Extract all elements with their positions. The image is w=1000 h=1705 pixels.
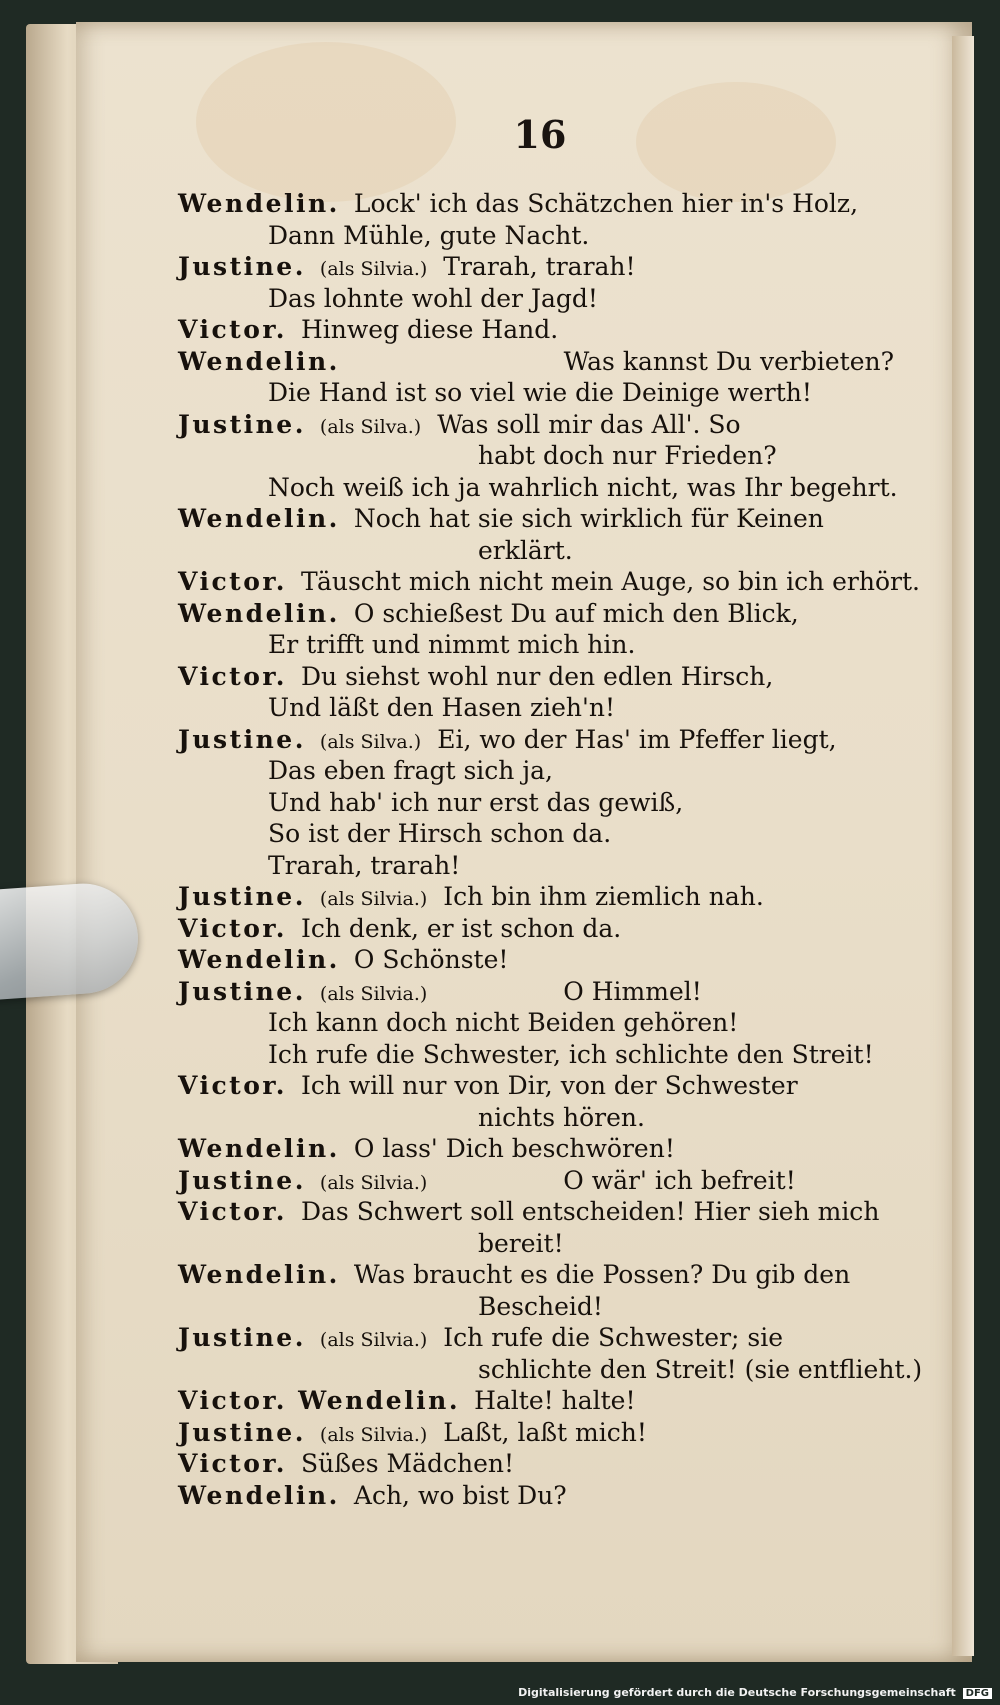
speaker-name: Wendelin. [178,346,340,376]
line-text: erklärt. [478,535,573,565]
speaker-name: Victor. [178,315,287,344]
speaker-name: Justine. [178,1323,306,1352]
text-line [178,976,894,1008]
speaker-name: Wendelin. [178,1134,340,1163]
stage-direction: (als Silvia.) [319,982,428,1005]
line-text: Süßes Mädchen! [300,1449,515,1478]
text-line [178,314,894,346]
text-line [178,251,894,283]
text-line [178,661,894,693]
text-line [178,440,894,472]
text-line [178,1385,894,1417]
speaker-name: Justine. [178,1417,306,1447]
speaker-name: Justine. [178,882,306,911]
text-line [178,566,920,598]
line-text: schlichte den Streit! (sie entflieht.) [478,1354,923,1384]
line-text: Und hab' ich nur erst das gewiß, [268,787,684,817]
dialogue-text [178,188,923,1511]
speaker-name: Victor. [178,1197,287,1226]
line-text: Die Hand ist so viel wie die Deinige werth! [268,378,812,407]
line-text: Noch hat sie sich wirklich für Keinen [353,504,824,533]
digitization-footer [518,1686,992,1699]
line-text: nichts hören. [478,1102,645,1132]
dfg-logo: DFG [963,1688,992,1699]
speaker-name: Wendelin. [178,189,340,218]
speaker-name: Justine. [178,724,306,754]
line-text: Täuscht mich nicht mein Auge, so bin ich erhört. [300,567,920,596]
stage-direction: (als Silva.) [319,415,422,438]
line-text: Er trifft und nimmt mich hin. [268,630,636,659]
speaker-name: Victor. [178,1449,287,1478]
line-text: Bescheid! [478,1291,603,1321]
line-text: Trarah, trarah! [268,850,461,880]
line-text: bereit! [478,1228,564,1258]
line-text: Halte! halte! [474,1386,636,1415]
speaker-name: Victor. Wendelin. [178,1386,461,1415]
line-text: Das lohnte wohl der Jagd! [268,283,598,313]
speaker-name: Justine. [178,409,306,439]
stage-direction: (als Silva.) [319,730,422,753]
line-text: Lock' ich das Schätzchen hier in's Holz, [353,189,859,218]
line-text: O lass' Dich beschwören! [353,1134,675,1163]
text-line [178,1102,894,1134]
line-text: Ach, wo bist Du? [353,1480,567,1510]
speaker-name: Victor. [178,1071,287,1100]
text-line [178,944,894,976]
text-line [178,409,894,441]
line-text: Ich bin ihm ziemlich nah. [443,882,764,911]
line-text: O Schönste! [353,945,509,974]
footer-text: Digitalisierung gefördert durch die Deutsche Forschungsgemeinschaft [518,1686,956,1699]
text-line [178,472,898,504]
line-text: Noch weiß ich ja wahrlich nicht, was Ihr begehrt. [268,472,898,502]
text-line [178,787,894,819]
line-text: Trarah, trarah! [443,252,636,281]
text-line [178,220,894,252]
line-text: So ist der Hirsch schon da. [268,819,612,848]
line-text: Was braucht es die Possen? Du gib den [353,1260,851,1289]
text-line [178,1228,894,1260]
text-line [178,377,894,409]
line-text: Laßt, laßt mich! [443,1417,647,1447]
text-line [178,1039,894,1071]
speaker-name: Wendelin. [178,1260,340,1289]
text-line [178,755,894,787]
line-text: Ich will nur von Dir, von der Schwester [300,1071,798,1100]
line-text: Dann Mühle, gute Nacht. [268,220,590,250]
line-text: O wär' ich befreit! [563,1165,796,1195]
stage-direction: (als Silvia.) [319,1329,428,1351]
line-text: Ei, wo der Has' im Pfeffer liegt, [437,724,837,754]
text-line [178,1448,894,1480]
line-text: Ich rufe die Schwester; sie [443,1323,784,1352]
text-line [178,1165,894,1197]
line-text: O schießest Du auf mich den Blick, [353,598,799,628]
text-line [178,850,894,882]
line-text: O Himmel! [563,976,702,1006]
line-text: Ich rufe die Schwester, ich schlichte den Streit! [268,1039,874,1069]
line-text: Was soll mir das All'. So [437,409,741,439]
speaker-name: Wendelin. [178,504,340,533]
text-line [178,346,894,378]
speaker-name: Victor. [178,913,287,943]
text-line [178,283,894,315]
line-text: Ich denk, er ist schon da. [300,913,622,943]
text-line [178,1291,894,1323]
text-line [178,1417,894,1449]
line-text: Und läßt den Hasen zieh'n! [268,693,616,722]
text-line [178,1259,894,1291]
page-number: 16 [513,112,567,157]
speaker-name: Wendelin. [178,945,340,974]
text-line [178,629,894,661]
line-text: Ich kann doch nicht Beiden gehören! [268,1008,739,1037]
stage-direction: (als Silvia.) [319,258,428,280]
speaker-name: Victor. [178,567,287,596]
text-line [178,1007,894,1039]
line-text: habt doch nur Frieden? [478,441,777,470]
text-line [178,1133,894,1165]
line-text: Was kannst Du verbieten? [563,346,894,376]
text-line [178,818,894,850]
line-text: Hinweg diese Hand. [300,315,559,344]
speaker-name: Justine. [178,976,306,1006]
speaker-name: Justine. [178,252,306,281]
text-line [178,1070,894,1102]
speaker-name: Justine. [178,1165,306,1195]
speaker-name: Wendelin. [178,598,340,628]
speaker-name: Wendelin. [178,1480,340,1510]
page-edge [952,36,974,1656]
text-line [178,503,894,535]
text-line [178,692,894,724]
text-line [178,598,894,630]
line-text: Das Schwert soll entscheiden! Hier sieh mich [300,1197,880,1226]
text-line [178,1480,894,1512]
line-text: Das eben fragt sich ja, [268,756,553,785]
stage-direction: (als Silvia.) [319,1423,428,1446]
text-line [178,881,894,913]
text-line [178,913,894,945]
text-line [178,1322,894,1354]
text-line [178,535,894,567]
line-text: Du siehst wohl nur den edlen Hirsch, [300,661,774,691]
speaker-name: Victor. [178,661,287,691]
stage-direction: (als Silvia.) [319,1171,428,1194]
stage-direction: (als Silvia.) [319,888,428,910]
text-line [178,724,894,756]
text-line [178,1354,923,1386]
text-line [178,188,894,220]
text-line [178,1196,894,1228]
